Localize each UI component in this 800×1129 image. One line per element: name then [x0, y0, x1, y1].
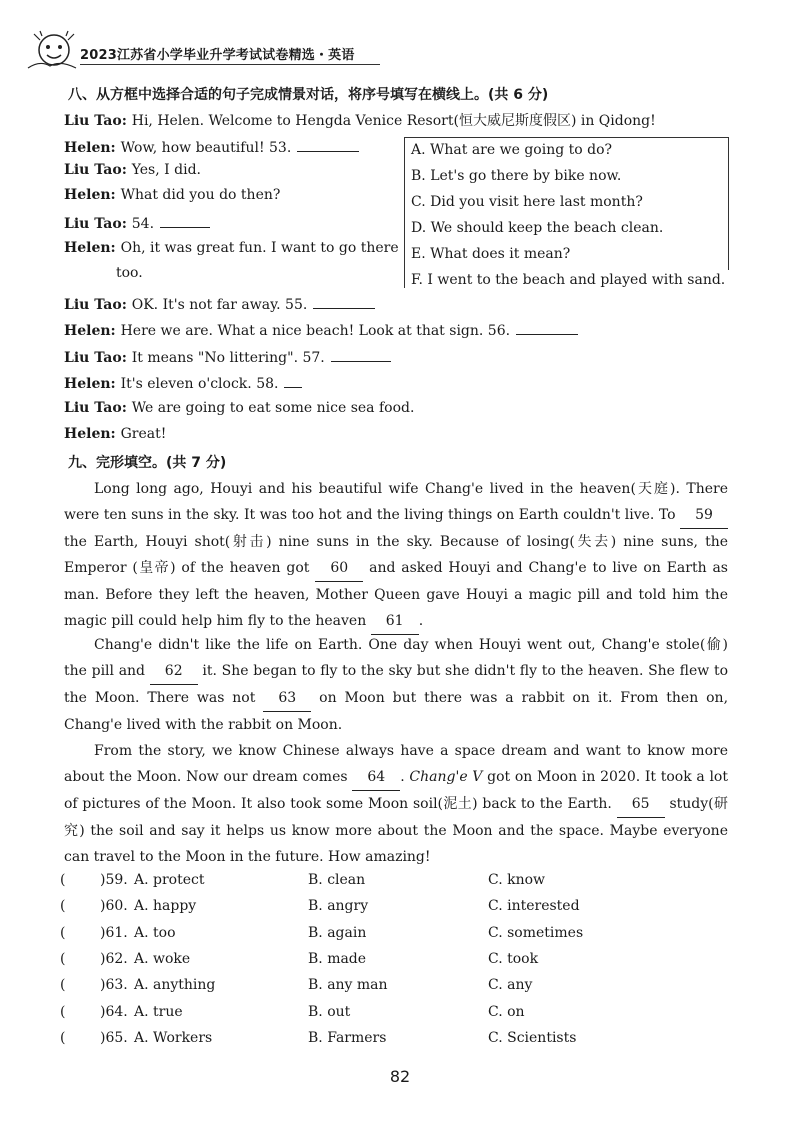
choice-c[interactable]: C. interested	[488, 898, 580, 914]
dialogue-line	[64, 110, 656, 130]
choice-a[interactable]: A. happy	[134, 898, 197, 914]
dialogue-line	[64, 187, 280, 203]
p2-text-c: it. She began to fly to the sky but she didn't fly to the heaven. She flew to the Moon. There was not	[64, 663, 728, 706]
dialogue-text: Oh, it was great fun. I want to go there	[120, 240, 399, 256]
p3-text-c: .	[400, 769, 405, 785]
dialogue-line	[64, 426, 166, 442]
cloze-paragraph-1	[64, 476, 728, 635]
choice-c[interactable]: C. on	[488, 1004, 525, 1020]
p2-text-a: Chang'e didn't like the life on Earth. One day when Houyi went out, Chang'e stole(偷) the pill and	[64, 637, 728, 679]
choice-a[interactable]: A. too	[134, 925, 176, 941]
p2-text-d: on Moon but there was a rabbit on it. From then on, Chang'e lived with the rabbit on Moon.	[64, 690, 729, 733]
dialogue-line	[116, 265, 143, 281]
answer-blank[interactable]	[160, 213, 210, 228]
question-row	[60, 925, 740, 947]
option-d: D. We should keep the beach clean.	[411, 220, 664, 236]
p3-text-e: study(研究) the soil and say it helps us know more about the Moon and the space. Maybe everyone can travel to the Moon in the future. How amazing!	[64, 796, 729, 865]
question-number: )61.	[100, 925, 128, 941]
choice-b[interactable]: B. out	[308, 1004, 351, 1020]
dialogue-text: OK. It's not far away. 55.	[131, 297, 308, 313]
section8-title: 八、从方框中选择合适的句子完成情景对话，将序号填写在横线上。(共 6 分)	[68, 87, 549, 103]
choice-a[interactable]: A. woke	[134, 951, 191, 967]
p3-italic-text: Chang'e V	[409, 769, 483, 785]
cloze-paragraph-2	[64, 632, 728, 738]
p1-text-a: Long long ago, Houyi and his beautiful wife Chang'e lived in the heaven(天庭). There were ten suns in the sky. It was too hot and the living things on Earth couldn't live. To	[64, 481, 728, 523]
speaker-label: Liu Tao:	[64, 297, 132, 313]
dialogue-text: What did you do then?	[120, 187, 281, 203]
speaker-label: Liu Tao:	[64, 350, 132, 366]
answer-blank[interactable]	[313, 294, 375, 309]
dialogue-line	[64, 373, 302, 392]
question-row	[60, 951, 740, 973]
choice-b[interactable]: B. any man	[308, 977, 388, 993]
dialogue-line	[64, 213, 210, 232]
question-number: )63.	[100, 977, 128, 993]
speaker-label: Helen:	[64, 240, 121, 256]
blank-63[interactable]: 63	[263, 685, 311, 712]
answer-paren[interactable]: (	[60, 925, 66, 941]
dialogue-line	[64, 320, 578, 339]
options-box	[404, 137, 729, 288]
answer-paren[interactable]: (	[60, 898, 66, 914]
dialogue-text: 54.	[131, 216, 155, 232]
question-number: )62.	[100, 951, 128, 967]
p1-text-c: the Earth, Houyi shot(射击) nine suns in the sky. Because of losing(失去) nine suns, the Emperor (皇帝) of the heaven got	[64, 534, 728, 576]
answer-blank[interactable]	[331, 347, 391, 362]
cartoon-mascot-icon	[20, 30, 84, 70]
answer-blank[interactable]	[297, 137, 359, 152]
choice-c[interactable]: C. know	[488, 872, 546, 888]
answer-paren[interactable]: (	[60, 872, 66, 888]
page-header	[20, 30, 380, 70]
option-f: F. I went to the beach and played with sand.	[411, 272, 726, 288]
question-row	[60, 872, 740, 894]
speaker-label: Liu Tao:	[64, 113, 132, 129]
blank-62[interactable]: 62	[150, 658, 198, 685]
blank-59[interactable]: 59	[680, 502, 728, 529]
choice-b[interactable]: B. angry	[308, 898, 369, 914]
options-box-right-border	[728, 138, 729, 270]
answer-blank[interactable]	[516, 320, 578, 335]
choice-a[interactable]: A. anything	[134, 977, 216, 993]
speaker-label: Helen:	[64, 323, 121, 339]
p3-text-d: got on Moon in 2020. It took a lot of pictures of the Moon. It also took some Moon soil(泥土) back to the Earth.	[64, 769, 728, 812]
question-number: )60.	[100, 898, 128, 914]
dialogue-line	[64, 294, 375, 313]
question-number: )59.	[100, 872, 128, 888]
answer-paren[interactable]: (	[60, 977, 66, 993]
dialogue-line	[64, 137, 359, 156]
page-number: 82	[389, 1067, 411, 1086]
dialogue-line	[64, 347, 391, 366]
dialogue-text: Yes, I did.	[131, 162, 201, 178]
option-b: B. Let's go there by bike now.	[411, 168, 622, 184]
header-title: 2023江苏省小学毕业升学考试试卷精选・英语	[80, 48, 355, 63]
choice-a[interactable]: A. true	[134, 1004, 183, 1020]
dialogue-text: Wow, how beautiful! 53.	[120, 140, 292, 156]
blank-65[interactable]: 65	[617, 791, 665, 818]
answer-paren[interactable]: (	[60, 1004, 66, 1020]
choice-c[interactable]: C. sometimes	[488, 925, 584, 941]
dialogue-line	[64, 240, 399, 256]
dialogue-text: Hi, Helen. Welcome to Hengda Venice Resort(恒大威尼斯度假区) in Qidong!	[131, 113, 656, 129]
dialogue-text: It means "No littering". 57.	[131, 350, 325, 366]
speaker-label: Liu Tao:	[64, 216, 132, 232]
blank-64[interactable]: 64	[352, 764, 400, 791]
question-number: )64.	[100, 1004, 128, 1020]
choice-c[interactable]: C. Scientists	[488, 1030, 577, 1046]
question-number: )65.	[100, 1030, 128, 1046]
choice-b[interactable]: B. Farmers	[308, 1030, 387, 1046]
header-rule	[80, 64, 380, 65]
option-c: C. Did you visit here last month?	[411, 194, 643, 210]
choice-c[interactable]: C. took	[488, 951, 539, 967]
speaker-label: Liu Tao:	[64, 400, 132, 416]
question-row	[60, 1004, 740, 1026]
blank-61[interactable]: 61	[371, 608, 419, 635]
dialogue-line	[64, 400, 414, 416]
speaker-label: Helen:	[64, 187, 121, 203]
question-row	[60, 1030, 740, 1052]
option-e: E. What does it mean?	[411, 246, 571, 262]
choice-a[interactable]: A. protect	[134, 872, 205, 888]
speaker-label: Helen:	[64, 140, 121, 156]
p1-text-d: and asked Houyi and Chang'e to live on Earth as man. Before they left the heaven, Mother Queen gave Houyi a magic pill and told him the magic pill could help him fly to the heaven	[64, 560, 728, 629]
cloze-paragraph-3	[64, 738, 728, 870]
option-a: A. What are we going to do?	[411, 142, 613, 158]
choice-b[interactable]: B. made	[308, 951, 367, 967]
speaker-label: Helen:	[64, 426, 121, 442]
p3-text-a: From the story, we know Chinese always have a space dream and want to know more about the Moon. Now our dream comes	[64, 743, 728, 785]
choice-c[interactable]: C. any	[488, 977, 533, 993]
dialogue-text: too.	[116, 265, 143, 281]
choice-b[interactable]: B. clean	[308, 872, 366, 888]
answer-blank[interactable]	[284, 373, 302, 388]
question-row	[60, 977, 740, 999]
blank-60[interactable]: 60	[315, 555, 363, 582]
dialogue-text: Great!	[120, 426, 167, 442]
dialogue-text: Here we are. What a nice beach! Look at that sign. 56.	[120, 323, 511, 339]
speaker-label: Liu Tao:	[64, 162, 132, 178]
speaker-label: Helen:	[64, 376, 121, 392]
choice-a[interactable]: A. Workers	[134, 1030, 213, 1046]
dialogue-text: We are going to eat some nice sea food.	[131, 400, 415, 416]
p1-text-e: .	[418, 613, 424, 629]
answer-paren[interactable]: (	[60, 1030, 66, 1046]
dialogue-text: It's eleven o'clock. 58.	[120, 376, 279, 392]
choice-b[interactable]: B. again	[308, 925, 367, 941]
dialogue-line	[64, 162, 201, 178]
section9-title: 九、完形填空。(共 7 分)	[68, 455, 227, 471]
question-row	[60, 898, 740, 920]
answer-paren[interactable]: (	[60, 951, 66, 967]
